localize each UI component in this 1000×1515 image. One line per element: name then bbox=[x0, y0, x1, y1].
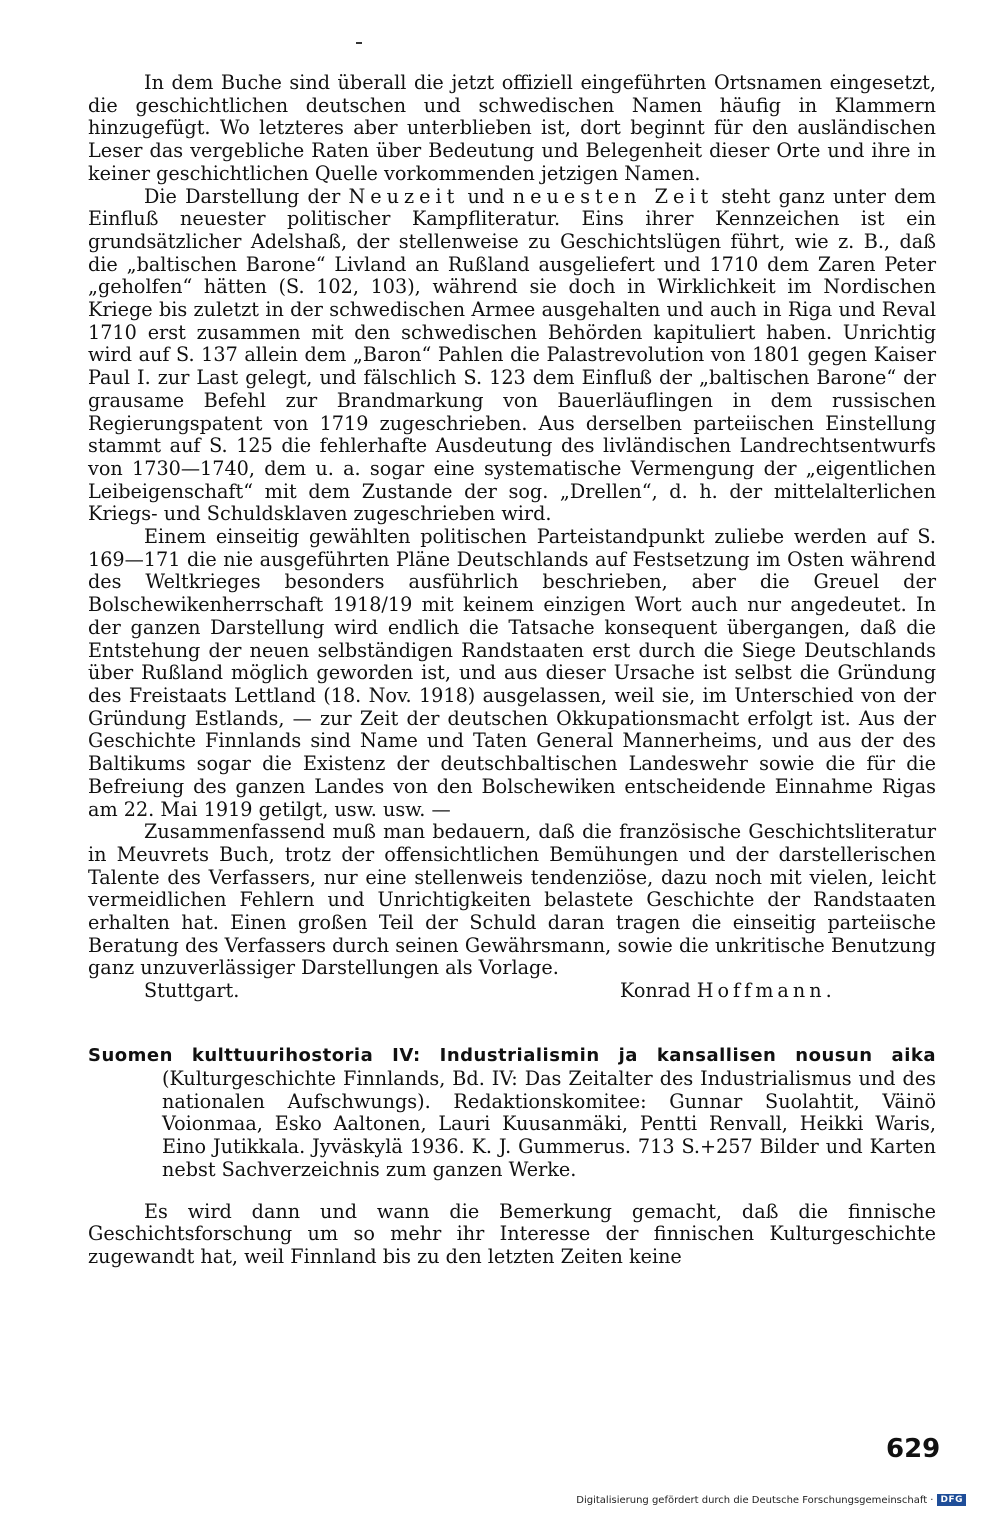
book-citation: (Kulturgeschichte Finnlands, Bd. IV: Das Zeitalter des Industrialismus und des nationalen Aufschwungs). Redaktionskomitee: Gunnar Suolahtit, Väinö Voionmaa, Esko Aaltonen, Lauri Kuusanmäki, Pentti Renvall, Heikki Waris, Eino Jutikkala. Jyväskylä 1936. K. J. Gummerus. 713 S.+257 Bilder und Karten nebst Sachverzeichnis zum ganzen Werke. bbox=[162, 1066, 936, 1181]
signature-place: Stuttgart. bbox=[144, 979, 240, 1003]
book-title: Suomen kulttuurihostoria IV: Industrialismin ja kansallisen nousun aika bbox=[88, 1045, 936, 1067]
review-signature bbox=[88, 980, 936, 1004]
author-last-name: Hoffmann. bbox=[696, 979, 836, 1003]
paragraph-summary: Zusammenfassend muß man bedauern, daß die französische Geschichtsliteratur in Meuvrets Buch, trotz der offensichtlichen Bemühungen und der darstellerischen Talente des Verfassers, nur eine stellenweis tendenziöse, dazu noch mit vielen, leicht vermeidlichen Fehlern und Unrichtigkeiten belastete Geschichte der Randstaaten erhalten hat. Einen großen Teil der Schuld daran tragen die einseitig parteiische Beratung des Verfassers durch seinen Gewährsmann, sowie die unkritische Benutzung ganz unzuverlässiger Darstellungen als Vorlage. bbox=[88, 820, 936, 980]
paragraph-review-body: Es wird dann und wann die Bemerkung gemacht, daß die finnische Geschichtsforschung um so mehr ihr Interesse der finnischen Kulturgeschichte zugewandt hat, weil Finnland bis zu den letzten Zeiten keine bbox=[88, 1199, 936, 1268]
signature-author bbox=[620, 980, 836, 1003]
footer-text: Digitalisierung gefördert durch die Deutsche Forschungsgemeinschaft · bbox=[576, 1494, 934, 1506]
page-body bbox=[88, 72, 936, 1269]
p2-and: und bbox=[467, 184, 505, 208]
top-mark bbox=[356, 42, 362, 44]
p2-rest: steht ganz unter dem Einfluß neuester politischer Kampfliteratur. Eins ihrer Kennzeichen ist ein grundsätzlicher Adelshaß, der stellenweise zu Geschichtslügen führt, wie z. B., daß die „baltischen Barone“ Livland an Rußland ausgeliefert und 1710 dem Zaren Peter „geholfen“ hätten (S. 102, 103), während sie doch in Wirklichkeit im Nordischen Kriege bis zuletzt in der schwedischen Armee ausgehalten und auch in Riga und Reval 1710 erst zusammen mit den schwedischen Behörden kapituliert haben. Unrichtig wird auf S. 137 allein dem „Baron“ Pahlen die Palastrevolution von 1801 gegen Kaiser Paul I. zur Last gelegt, und fälschlich S. 123 dem Einfluß der „baltischen Barone“ der grausame Befehl zur Brandmarkung von Bauerläuflingen in dem russischen Regierungspatent von 1719 zugeschrieben. Aus derselben parteiischen Einstellung stammt auf S. 125 die fehlerhafte Ausdeutung des livländischen Landrechtsentwurfs von 1730—1740, dem u. a. sogar eine systematische Vermengung der „eigentlichen Leibeigenschaft“ mit dem Zustande der sog. „Drellen“, d. h. der mittelalterlichen Kriegs- und Schuldsklaven zugeschrieben wird. bbox=[88, 184, 936, 526]
p2-spaced-neueste-zeit: neuesten Zeit bbox=[512, 184, 714, 208]
review-heading bbox=[88, 1044, 936, 1181]
dfg-logo-icon: DFG bbox=[937, 1494, 966, 1506]
page-number: 629 bbox=[886, 1434, 941, 1464]
p2-start: Die Darstellung der bbox=[144, 184, 341, 208]
author-first-name: Konrad bbox=[620, 979, 691, 1003]
footer-credit bbox=[576, 1494, 966, 1506]
paragraph-modern-era bbox=[88, 186, 936, 527]
paragraph-party-standpoint: Einem einseitig gewählten politischen Parteistandpunkt zuliebe werden auf S. 169—171 die nie ausgeführten Pläne Deutschlands auf Festsetzung im Osten während des Weltkrieges besonders ausführlich beschrieben, aber die Greuel der Bolschewikenherrschaft 1918/19 mit keinem einzigen Wort auch nur angedeutet. In der ganzen Darstellung wird endlich die Tatsache konsequent übergangen, daß die Entstehung der neuen selbständigen Randstaaten erst durch die Siege Deutschlands über Rußland möglich geworden ist, und aus dieser Ursache ist selbst die Gründung des Freistaats Lettland (18. Nov. 1918) ausgelassen, weil sie, im Unterschied von der Gründung Estlands, — zur Zeit der deutschen Okkupationsmacht erfolgt ist. Aus der Geschichte Finnlands sind Name und Taten General Mannerheims, und aus der des Baltikums sogar die Existenz der deutschbaltischen Landeswehr sowie die für die Befreiung des ganzen Landes von den Bolschewiken entscheidende Einnahme Rigas am 22. Mai 1919 getilgt, usw. usw. — bbox=[88, 525, 936, 821]
paragraph-place-names: In dem Buche sind überall die jetzt offiziell eingeführten Ortsnamen eingesetzt, die geschichtlichen deutschen und schwedischen Namen häufig in Klammern hinzugefügt. Wo letzteres aber unterblieben ist, dort beginnt für den ausländischen Leser das vergebliche Raten über Bedeutung und Belegenheit dieser Orte und ihre in keiner geschichtlichen Quelle vorkommenden jetzigen Namen. bbox=[88, 71, 936, 185]
p2-spaced-neuzeit: Neuzeit bbox=[348, 184, 460, 208]
